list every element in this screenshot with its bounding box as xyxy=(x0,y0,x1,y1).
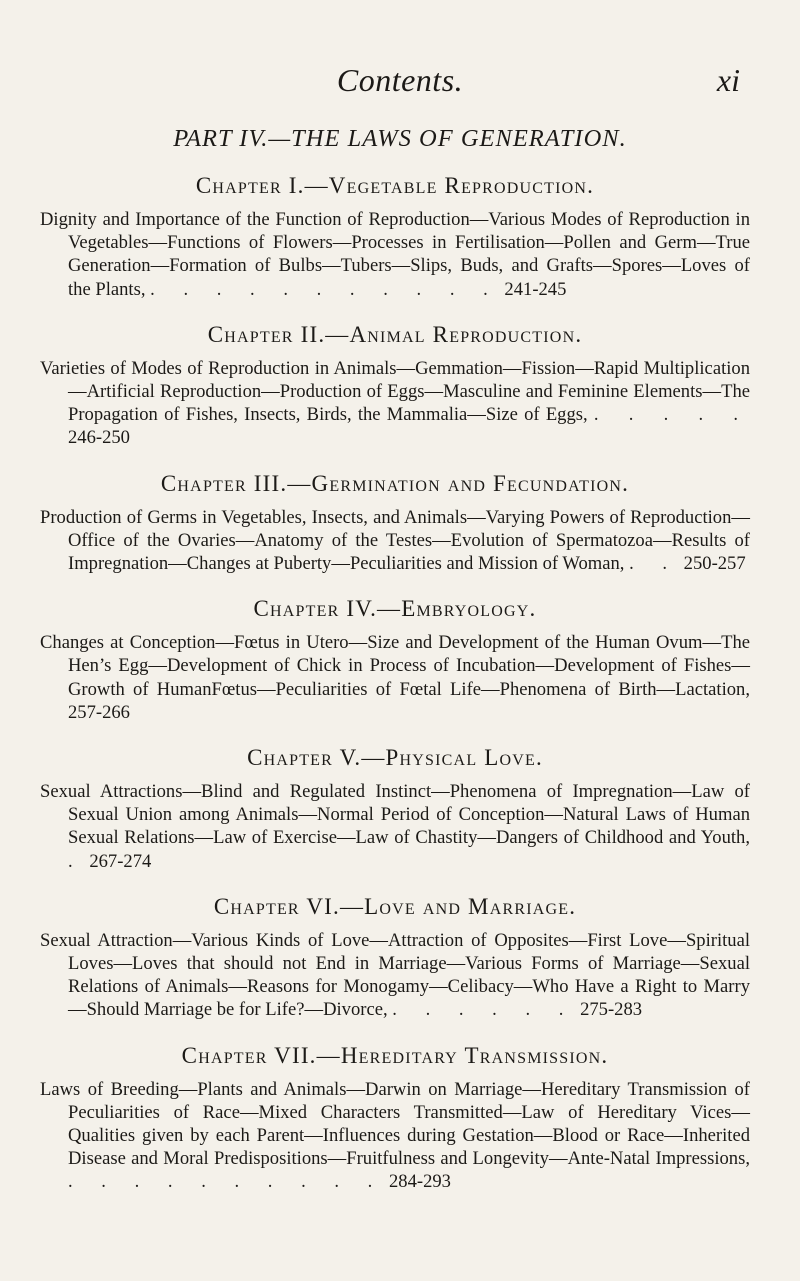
chapter-entry-6 xyxy=(40,893,750,1022)
chapter-summary xyxy=(40,780,750,873)
chapter-entry-1 xyxy=(40,172,750,301)
chapter-heading: Chapter III.—Germination and Fecundation. xyxy=(160,470,630,496)
chapter-heading: Chapter VII.—Hereditary Transmission. xyxy=(181,1042,609,1068)
dot-leader: . . . . . xyxy=(593,404,750,426)
chapter-heading: Chapter IV.—Embryology. xyxy=(253,596,537,622)
chapter-summary xyxy=(40,1078,750,1194)
chapter-heading: Chapter I.—Vegetable Reproduction. xyxy=(195,173,595,198)
chapter-entry-7 xyxy=(40,1042,750,1194)
dot-leader: . . . . . . . . . . xyxy=(68,1171,385,1193)
page-range: 250-257 xyxy=(683,553,746,575)
dot-leader: . . . . . . . . . . . xyxy=(150,278,500,300)
chapter-heading: Chapter V.—Physical Love. xyxy=(247,745,543,771)
part-title: PART IV.—THE LAWS OF GENERATION. xyxy=(173,125,627,152)
summary-text: Production of Germs in Vegetables, Insects, and Animals—Varying Powers of Reproduction—Office of the Ovaries—Anatomy of the Testes—Evolution of Spermatozoa—Results of Impregnation—Changes at Puberty—Peculiarities and Mission of Woman, xyxy=(40,506,750,575)
chapter-summary xyxy=(40,506,750,576)
chapter-entry-3 xyxy=(40,470,750,576)
summary-text: Dignity and Importance of the Function of Reproduction—Various Modes of Reproduction in Vegetables—Functions of Flowers—Processes in Fertilisation—Pollen and Germ—True Generation—Formation of Bulbs—Tubers—Slips, Buds, and Grafts—Spores—Loves of the Plants, xyxy=(40,209,750,300)
summary-text: Sexual Attraction—Various Kinds of Love—Attraction of Opposites—First Love—Spiritual Loves—Loves that should not End in Marriage—Various Forms of Marriage—Sexual Relations of Animals—Reasons for Monogamy—Celibacy—Who Have a Right to Marry—Should Marriage be for Life?—Divorce, xyxy=(40,929,750,1021)
running-title: Contents. xyxy=(336,62,464,98)
page-range: 241-245 xyxy=(504,278,567,300)
table-of-contents xyxy=(40,172,750,1214)
page-range: 284-293 xyxy=(388,1171,451,1193)
chapter-summary xyxy=(40,631,750,724)
chapter-heading: Chapter VI.—Love and Marriage. xyxy=(213,893,577,919)
page-range: 267-274 xyxy=(89,850,152,872)
chapter-entry-4 xyxy=(40,595,750,724)
page-number: xi xyxy=(716,62,740,98)
chapter-summary xyxy=(40,357,750,450)
summary-text: Varieties of Modes of Reproduction in Animals—Gemmation—Fission—Rapid Multiplication—Artificial Reproduction—Production of Eggs—Masculine and Feminine Elements—The Propagation of Fishes, Insects, Birds, the Mammalia—Size of Eggs, xyxy=(40,357,750,426)
chapter-summary xyxy=(40,208,750,301)
summary-text: Laws of Breeding—Plants and Animals—Darwin on Marriage—Hereditary Transmission of Peculiarities of Race—Mixed Characters Transmitted—Law of Hereditary Vices—Qualities given by each Parent—Influences during Gestation—Blood or Race—Inherited Disease and Moral Predispositions—Fruitfulness and Longevity—Ante-Natal Impressions, xyxy=(40,1078,750,1170)
chapter-heading: Chapter II.—Animal Reproduction. xyxy=(207,321,583,347)
chapter-summary xyxy=(40,929,750,1022)
page-range: 257-266 xyxy=(68,701,130,723)
page-range: 246-250 xyxy=(68,427,130,449)
chapter-entry-2 xyxy=(40,321,750,450)
dot-leader: . . . . . . xyxy=(392,999,576,1021)
dot-leader: . . xyxy=(629,553,680,575)
chapter-entry-5 xyxy=(40,744,750,873)
summary-text: Sexual Attractions—Blind and Regulated Instinct—Phenomena of Impregnation—Law of Sexual Union among Animals—Normal Period of Conception—Natural Laws of Human Sexual Relations—Law of Exercise—Law of Chastity—Dangers of Childhood and Youth, xyxy=(40,781,750,849)
page-range: 275-283 xyxy=(580,999,643,1021)
running-head xyxy=(0,62,800,106)
dot-leader: . xyxy=(68,850,85,872)
summary-text: Changes at Conception—Fœtus in Utero—Size and Development of the Human Ovum—The Hen’s Egg—Development of Chick in Process of Incubation—Development of Fishes—Growth of HumanFœtus—Peculiarities of Fœtal Life—Phenomena of Birth—Lactation, xyxy=(40,632,750,700)
